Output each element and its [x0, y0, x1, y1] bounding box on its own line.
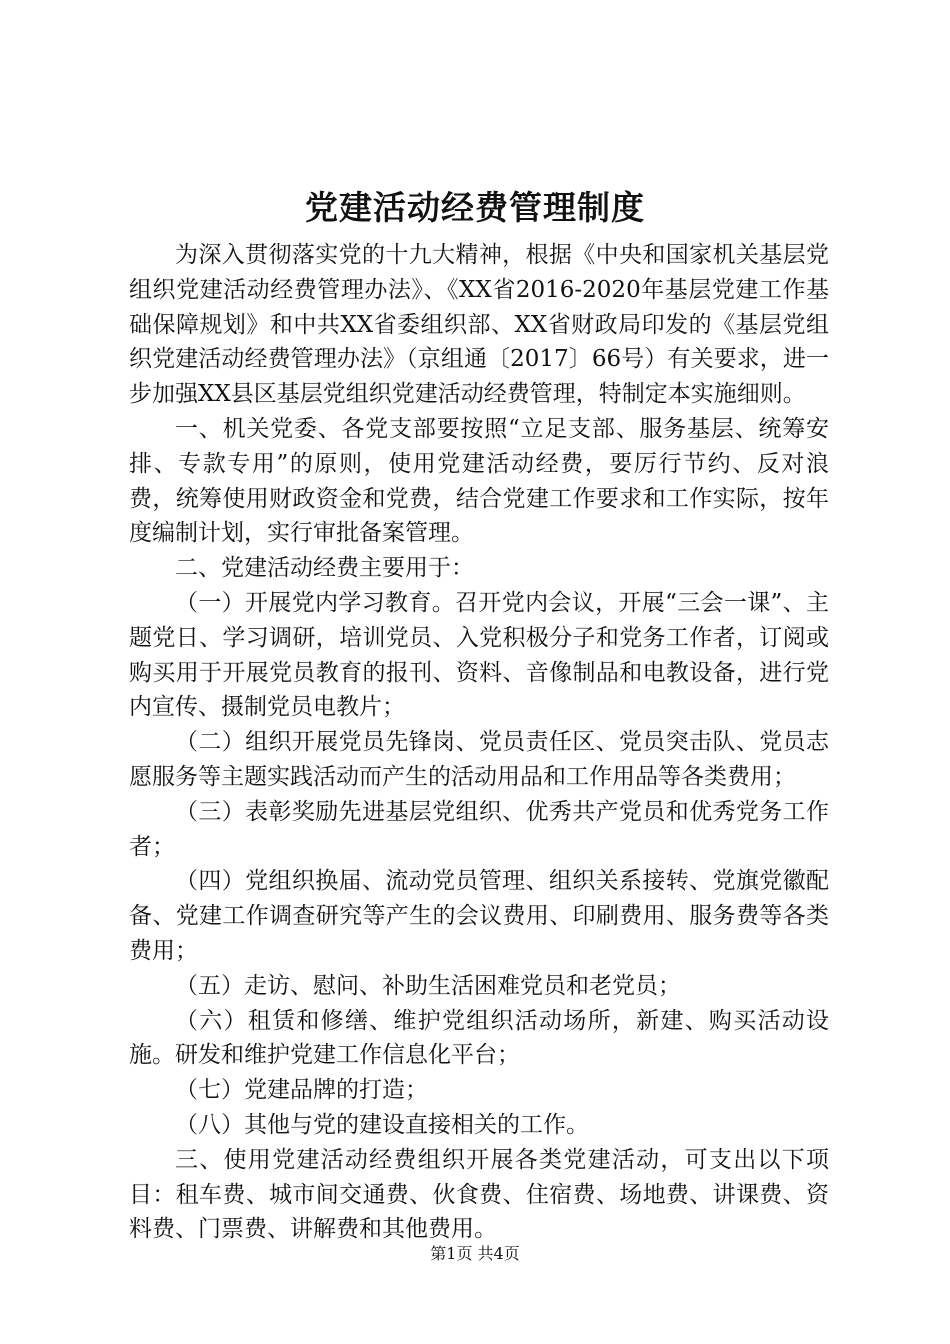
paragraph-item-7: （七）党建品牌的打造； [175, 1077, 428, 1104]
document-title: 党建活动经费管理制度 [305, 188, 645, 227]
paragraph-intro: 为深入贯彻落实党的十九大精神，根据《中央和国家机关基层党组织党建活动经费管理办法》、《XX省2016-2020年基层党建工作基础保障规划》和中共XX省委组织部、XX省财政局印发的《基层党组织党建活动经费管理办法》（京组通〔2017〕66号）有关要求，进一步加强XX县区基层党组织党建活动经费管理，特制定本实施细则。 [129, 242, 829, 408]
paragraph-item-2: （二）组织开展党员先锋岗、党员责任区、党员突击队、党员志愿服务等主题实践活动而产生的活动用品和工作用品等各类费用； [129, 729, 829, 790]
paragraph-item-6: （六）租赁和修缮、维护党组织活动场所，新建、购买活动设施。研发和维护党建工作信息化平台； [129, 1007, 829, 1069]
paragraph-item-8: （八）其他与党的建设直接相关的工作。 [175, 1111, 589, 1138]
paragraph-item-1: （一）开展党内学习教育。召开党内会议，开展“三会一课”、主题党日、学习调研，培训党员、入党积极分子和党务工作者，订阅或购买用于开展党员教育的报刊、资料、音像制品和电教设备，进行党内宣传、摄制党员电教片； [129, 589, 829, 721]
paragraph-section-3: 三、使用党建活动经费组织开展各类党建活动，可支出以下项目：租车费、城市间交通费、伙食费、住宿费、场地费、讲课费、资料费、门票费、讲解费和其他费用。 [129, 1146, 829, 1243]
document-body [129, 238, 829, 1247]
page-number-footer: 第1页 共4页 [430, 1244, 520, 1263]
paragraph-item-3: （三）表彰奖励先进基层党组织、优秀共产党员和优秀党务工作者； [129, 798, 829, 860]
paragraph-section-2: 二、党建活动经费主要用于： [175, 555, 474, 582]
paragraph-item-5: （五）走访、慰问、补助生活困难党员和老党员； [175, 972, 681, 999]
paragraph-item-4: （四）党组织换届、流动党员管理、组织关系接转、党旗党徽配备、党建工作调查研究等产生的会议费用、印刷费用、服务费等各类费用； [129, 868, 829, 964]
paragraph-section-1: 一、机关党委、各党支部要按照“立足支部、服务基层、统筹安排、专款专用”的原则，使用党建活动经费，要厉行节约、反对浪费，统筹使用财政资金和党费，结合党建工作要求和工作实际，按年度编制计划，实行审批备案管理。 [129, 415, 829, 547]
